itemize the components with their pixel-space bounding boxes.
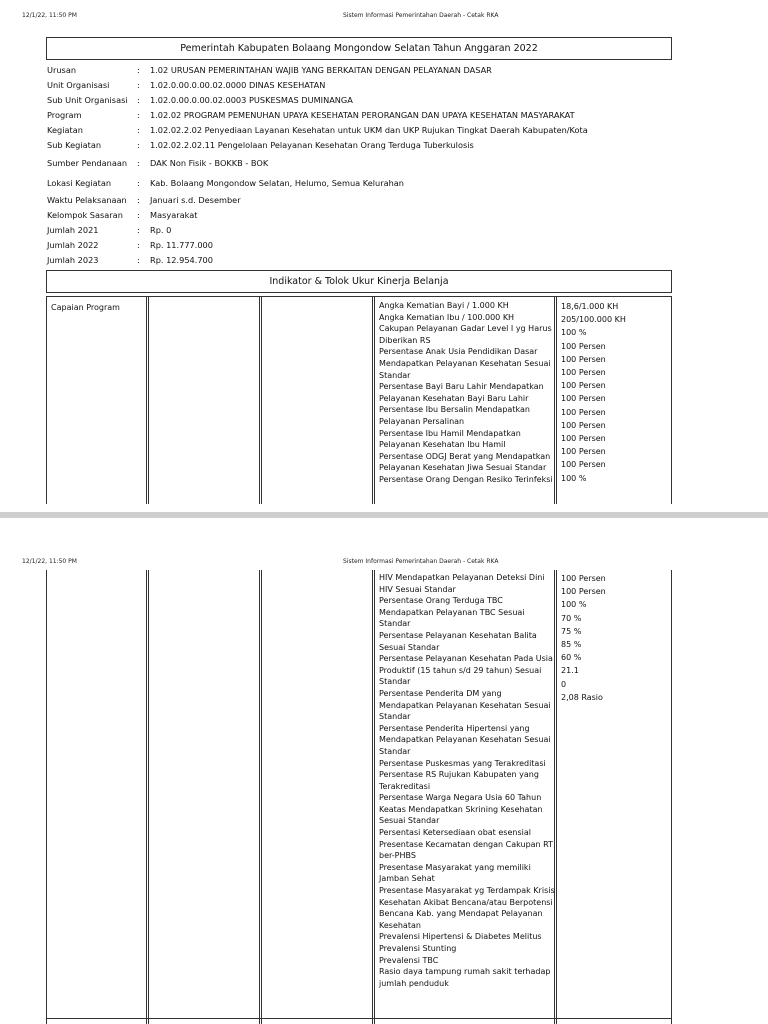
table-col-border [259, 296, 260, 504]
print-datetime: 12/1/22, 11:50 PM [22, 12, 77, 19]
target-value: 18,6/1.000 KH [561, 302, 619, 311]
target-value: 100 Persen [561, 354, 606, 364]
indicator-line: Pelayanan Kesehatan Jiwa Sesuai Standar [379, 463, 547, 473]
indicator-line: Kesehatan Akibat Bencana/atau Berpotensi [379, 897, 553, 907]
indicator-line: Persentasi Ketersediaan obat esensial [379, 828, 531, 838]
header-title-box [46, 37, 672, 60]
indicator-line: Persentase Bayi Baru Lahir Mendapatkan [379, 382, 544, 392]
target-value: 21.1 [561, 666, 579, 676]
indicator-line: Persentase ODGJ Berat yang Mendapatkan [379, 451, 551, 461]
table-col-border [261, 570, 262, 1024]
print-datetime: 12/1/22, 11:50 PM [22, 558, 77, 565]
indicator-line: Persentase RS Rujukan Kabupaten yang [379, 770, 539, 780]
table-col-border [671, 296, 672, 504]
info-row-unit-organisasi: Unit Organisasi : 1.02.0.00.0.00.02.0000 DINAS KESEHATAN [47, 80, 326, 90]
header-title: Pemerintah Kabupaten Bolaang Mongondow Selatan Tahun Anggaran 2022 [180, 43, 538, 54]
target-value: 100 Persen [561, 368, 606, 378]
target-value: 205/100.000 KH [561, 315, 626, 325]
target-value: 75 % [561, 626, 582, 636]
target-value: 2,08 Rasio [561, 692, 603, 702]
table-col-border [374, 570, 375, 1024]
info-row-sub-kegiatan: Sub Kegiatan : 1.02.02.2.02.11 Pengelolaan Pelayanan Kesehatan Orang Terduga Tuberkulosis [47, 140, 474, 150]
target-value: 100 Persen [561, 434, 606, 444]
table-col-border [148, 570, 149, 1024]
indicator-line: Pelayanan Kesehatan Bayi Baru Lahir [379, 393, 529, 403]
value-list-page1 [561, 300, 626, 485]
table-col-border [146, 570, 147, 1024]
indicator-line: Pelayanan Kesehatan Ibu Hamil [379, 440, 506, 450]
indicator-list-page1 [379, 300, 553, 486]
indicator-line: Persentase Orang Terduga TBC [379, 596, 503, 606]
target-value: 100 % [561, 473, 587, 483]
table-col-border [261, 296, 262, 504]
target-value: 100 Persen [561, 381, 606, 391]
info-row-program: Program : 1.02.02 PROGRAM PEMENUHAN UPAYA KESEHATAN PERORANGAN DAN UPAYA KESEHATAN MASYARAKAT [47, 110, 575, 120]
indicator-line: Terakreditasi [379, 781, 431, 791]
indicator-line: Sesuai Standar [379, 816, 440, 826]
info-row-jumlah-2021: Jumlah 2021 : Rp. 0 [47, 225, 172, 235]
indicator-line: HIV Mendapatkan Pelayanan Deteksi Dini [379, 573, 545, 582]
indicator-line: Cakupan Pelayanan Gadar Level I yg Harus [379, 324, 552, 334]
indicator-line: Keatas Mendapatkan Skrining Kesehatan [379, 804, 543, 814]
indikator-title-box [46, 270, 672, 293]
indicator-line: Persentase Ibu Hamil Mendapatkan [379, 428, 521, 438]
target-value: 100 Persen [561, 574, 606, 583]
info-row-jumlah-2023: Jumlah 2023 : Rp. 12.954.700 [47, 255, 213, 265]
info-row-sub-unit: Sub Unit Organisasi : 1.02.0.00.0.00.02.0003 PUSKESMAS DUMINANGA [47, 95, 353, 105]
target-value: 85 % [561, 640, 582, 650]
table-col-border [556, 296, 557, 504]
indicator-line: Persentase Ibu Bersalin Mendapatkan [379, 405, 530, 415]
indicator-line: Diberikan RS [379, 335, 431, 345]
indicator-line: Standar [379, 619, 411, 629]
indicator-line: Standar [379, 746, 411, 756]
indicator-line: ber-PHBS [379, 851, 416, 861]
indicator-line: Mendapatkan Pelayanan Kesehatan Sesuai [379, 358, 551, 368]
table-col-border [556, 570, 557, 1024]
target-value: 100 Persen [561, 460, 606, 470]
target-value: 100 Persen [561, 420, 606, 430]
indicator-line: Persentase Puskesmas yang Terakreditasi [379, 758, 546, 768]
table-col-border [46, 570, 47, 1024]
indicator-line: Presentase Masyarakat yg Terdampak Krisis [379, 886, 555, 896]
indicator-line: Angka Kematian Bayi / 1.000 KH [379, 301, 509, 310]
table-col-border [146, 296, 147, 504]
indicator-line: Prevalensi Stunting [379, 944, 457, 953]
table-col-border [374, 296, 375, 504]
target-value: 100 Persen [561, 394, 606, 404]
table-col-border [671, 570, 672, 1024]
print-doc-title: Sistem Informasi Pemerintahan Daerah - Cetak RKA [343, 558, 499, 565]
indicator-line: Presentase Masyarakat yang memiliki [379, 862, 531, 872]
indicator-line: Prevalensi TBC [379, 955, 439, 965]
table-row-border [46, 1018, 672, 1019]
indicator-line: Jamban Sehat [379, 874, 435, 884]
indicator-line: Kesehatan [379, 920, 421, 930]
indicator-line: Sesuai Standar [379, 642, 440, 652]
table-top-border [46, 296, 672, 297]
indicator-line: HIV Sesuai Standar [379, 584, 456, 594]
indicator-line: Bencana Kab. yang Mendapat Pelayanan [379, 909, 543, 919]
indicator-line: Mendapatkan Pelayanan TBC Sesuai [379, 607, 525, 617]
info-row-sumber-pendanaan: Sumber Pendanaan : DAK Non Fisik - BOKKB - BOK [47, 158, 269, 168]
indicator-line: Angka Kematian Ibu / 100.000 KH [379, 312, 515, 322]
table-col-border [372, 570, 373, 1024]
capaian-program-label: Capaian Program [51, 303, 120, 312]
indicator-line: Standar [379, 712, 411, 722]
info-row-waktu: Waktu Pelaksanaan : Januari s.d. Desember [47, 195, 241, 205]
indicator-line: Persentase Penderita DM yang [379, 688, 502, 698]
target-value: 0 [561, 679, 567, 689]
indicator-line: Persentase Pelayanan Kesehatan Pada Usia [379, 654, 553, 664]
table-col-border [259, 570, 260, 1024]
info-row-kegiatan: Kegiatan : 1.02.02.2.02 Penyediaan Layanan Kesehatan untuk UKM dan UKP Rujukan Tingkat Daerah Kabupaten/Kota [47, 125, 588, 135]
indicator-line: Rasio daya tampung rumah sakit terhadap [379, 967, 551, 977]
indikator-title: Indikator & Tolok Ukur Kinerja Belanja [269, 276, 449, 287]
indicator-line: Persentase Orang Dengan Resiko Terinfeksi [379, 474, 553, 484]
indicator-line: Persentase Pelayanan Kesehatan Balita [379, 630, 537, 640]
print-doc-title: Sistem Informasi Pemerintahan Daerah - Cetak RKA [343, 12, 499, 19]
table-col-border [554, 296, 555, 504]
indicator-line: Standar [379, 370, 411, 380]
target-value: 100 Persen [561, 407, 606, 417]
table-col-border [148, 296, 149, 504]
target-value: 100 Persen [561, 341, 606, 351]
table-col-border [46, 296, 47, 504]
info-row-urusan: Urusan : 1.02 URUSAN PEMERINTAHAN WAJIB YANG BERKAITAN DENGAN PELAYANAN DASAR [47, 65, 492, 75]
value-list-page2 [561, 572, 606, 704]
info-row-kelompok-sasaran: Kelompok Sasaran : Masyarakat [47, 210, 198, 220]
indicator-line: Persentase Penderita Hipertensi yang [379, 723, 530, 733]
target-value: 100 Persen [561, 447, 606, 457]
target-value: 100 % [561, 328, 587, 338]
indicator-line: Persentase Anak Usia Pendidikan Dasar [379, 347, 538, 357]
indicator-line: Standar [379, 677, 411, 687]
info-section [47, 63, 588, 268]
target-value: 100 % [561, 600, 587, 610]
indicator-line: Persentase Warga Negara Usia 60 Tahun [379, 793, 542, 803]
indicator-line: Pelayanan Persalinan [379, 416, 465, 426]
print-page-2 [0, 518, 768, 1024]
indicator-list-page2 [379, 572, 555, 989]
indicator-line: Prevalensi Hipertensi & Diabetes Melitus [379, 932, 542, 942]
target-value: 60 % [561, 653, 582, 663]
target-value: 100 Persen [561, 587, 606, 597]
indicator-line: Mendapatkan Pelayanan Kesehatan Sesuai [379, 735, 551, 745]
table-col-border [372, 296, 373, 504]
indicator-line: Presentase Kecamatan dengan Cakupan RT [379, 839, 554, 849]
info-row-lokasi: Lokasi Kegiatan : Kab. Bolaang Mongondow Selatan, Helumo, Semua Kelurahan [47, 178, 404, 188]
target-value: 70 % [561, 613, 582, 623]
info-row-jumlah-2022: Jumlah 2022 : Rp. 11.777.000 [47, 240, 213, 250]
indicator-line: Produktif (15 tahun s/d 29 tahun) Sesuai [379, 665, 542, 675]
indicator-line: Mendapatkan Pelayanan Kesehatan Sesuai [379, 700, 551, 710]
indicator-line: jumlah penduduk [379, 978, 449, 988]
